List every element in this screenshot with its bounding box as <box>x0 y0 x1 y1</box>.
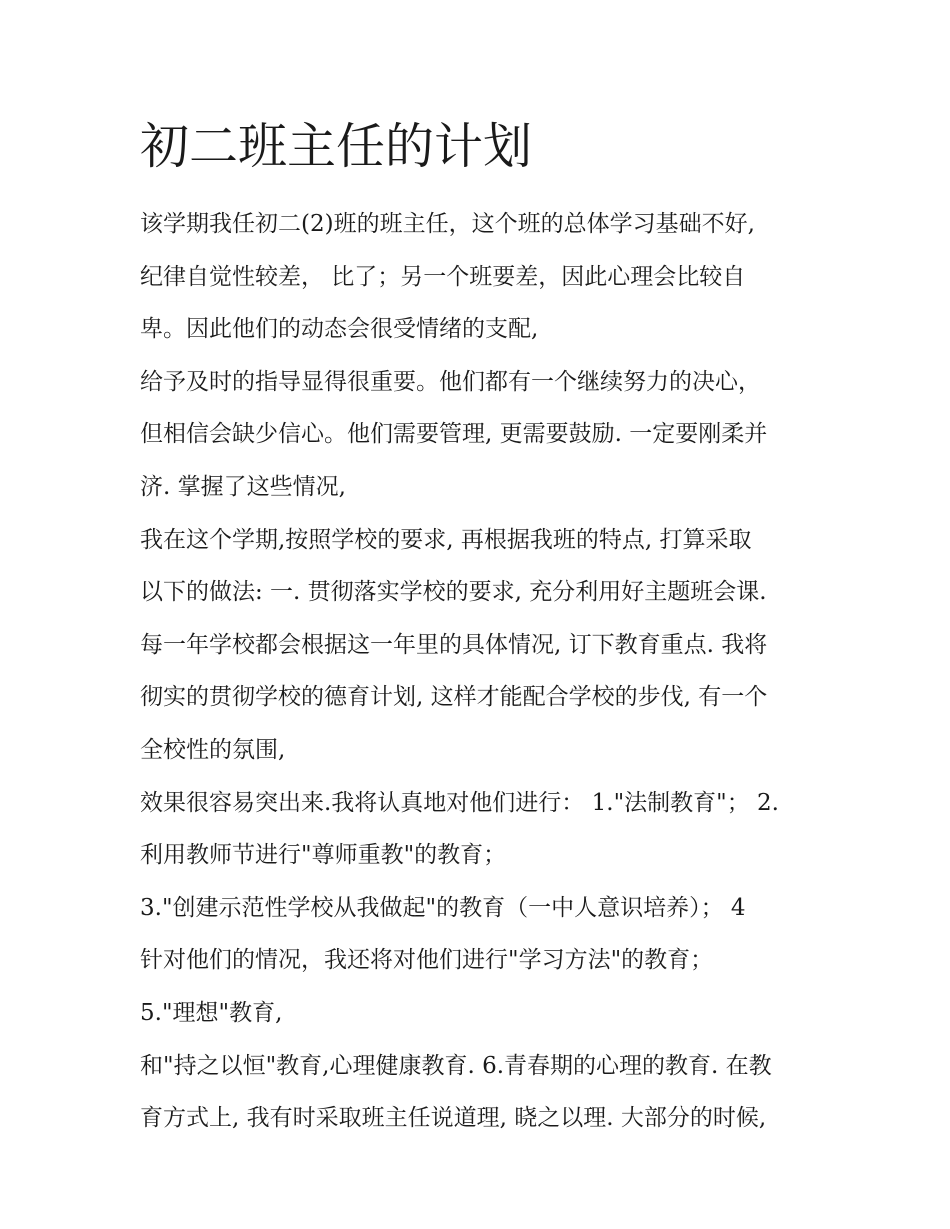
document-title: 初二班主任的计划 <box>140 118 533 175</box>
text-line: 针对他们的情况，我还将对他们进行"学习方法"的教育； <box>140 947 714 974</box>
text-line: 效果很容易突出来.我将认真地对他们进行： 1."法制教育"； 2. <box>140 789 779 816</box>
text-line: 利用教师节进行"尊师重教"的教育； <box>140 842 507 869</box>
document-body <box>140 198 820 1145</box>
text-line: 纪律自觉性较差， 比了；另一个班要差，因此心理会比较自 <box>140 263 746 290</box>
text-line: 我在这个学期,按照学校的要求, 再根据我班的特点, 打算采取 <box>140 526 752 553</box>
text-line: 以下的做法: 一. 贯彻落实学校的要求, 充分利用好主题班会课. <box>140 579 767 606</box>
text-line: 彻实的贯彻学校的德育计划, 这样才能配合学校的步伐, 有一个 <box>140 684 768 711</box>
text-line: 济. 掌握了这些情况, <box>140 473 346 500</box>
text-line: 3."创建示范性学校从我做起"的教育（一中人意识培养）； 4 <box>140 894 746 921</box>
text-line: 给予及时的指导显得很重要。他们都有一个继续努力的决心， <box>140 368 761 395</box>
text-line: 全校性的氛围, <box>140 736 286 763</box>
text-line: 该学期我任初二(2)班的班主任，这个班的总体学习基础不好, <box>140 211 755 237</box>
text-line: 每一年学校都会根据这一年里的具体情况, 订下教育重点. 我将 <box>140 631 768 658</box>
text-line: 和"持之以恒"教育,心理健康教育. 6.青春期的心理的教育. 在教 <box>140 1052 772 1079</box>
text-line: 5."理想"教育, <box>140 999 283 1026</box>
text-line: 育方式上, 我有时采取班主任说道理, 晓之以理. 大部分的时候, <box>140 1105 767 1132</box>
text-line: 但相信会缺少信心。他们需要管理, 更需要鼓励. 一定要刚柔并 <box>140 421 768 448</box>
text-line: 卑。因此他们的动态会很受情绪的支配, <box>140 316 539 343</box>
